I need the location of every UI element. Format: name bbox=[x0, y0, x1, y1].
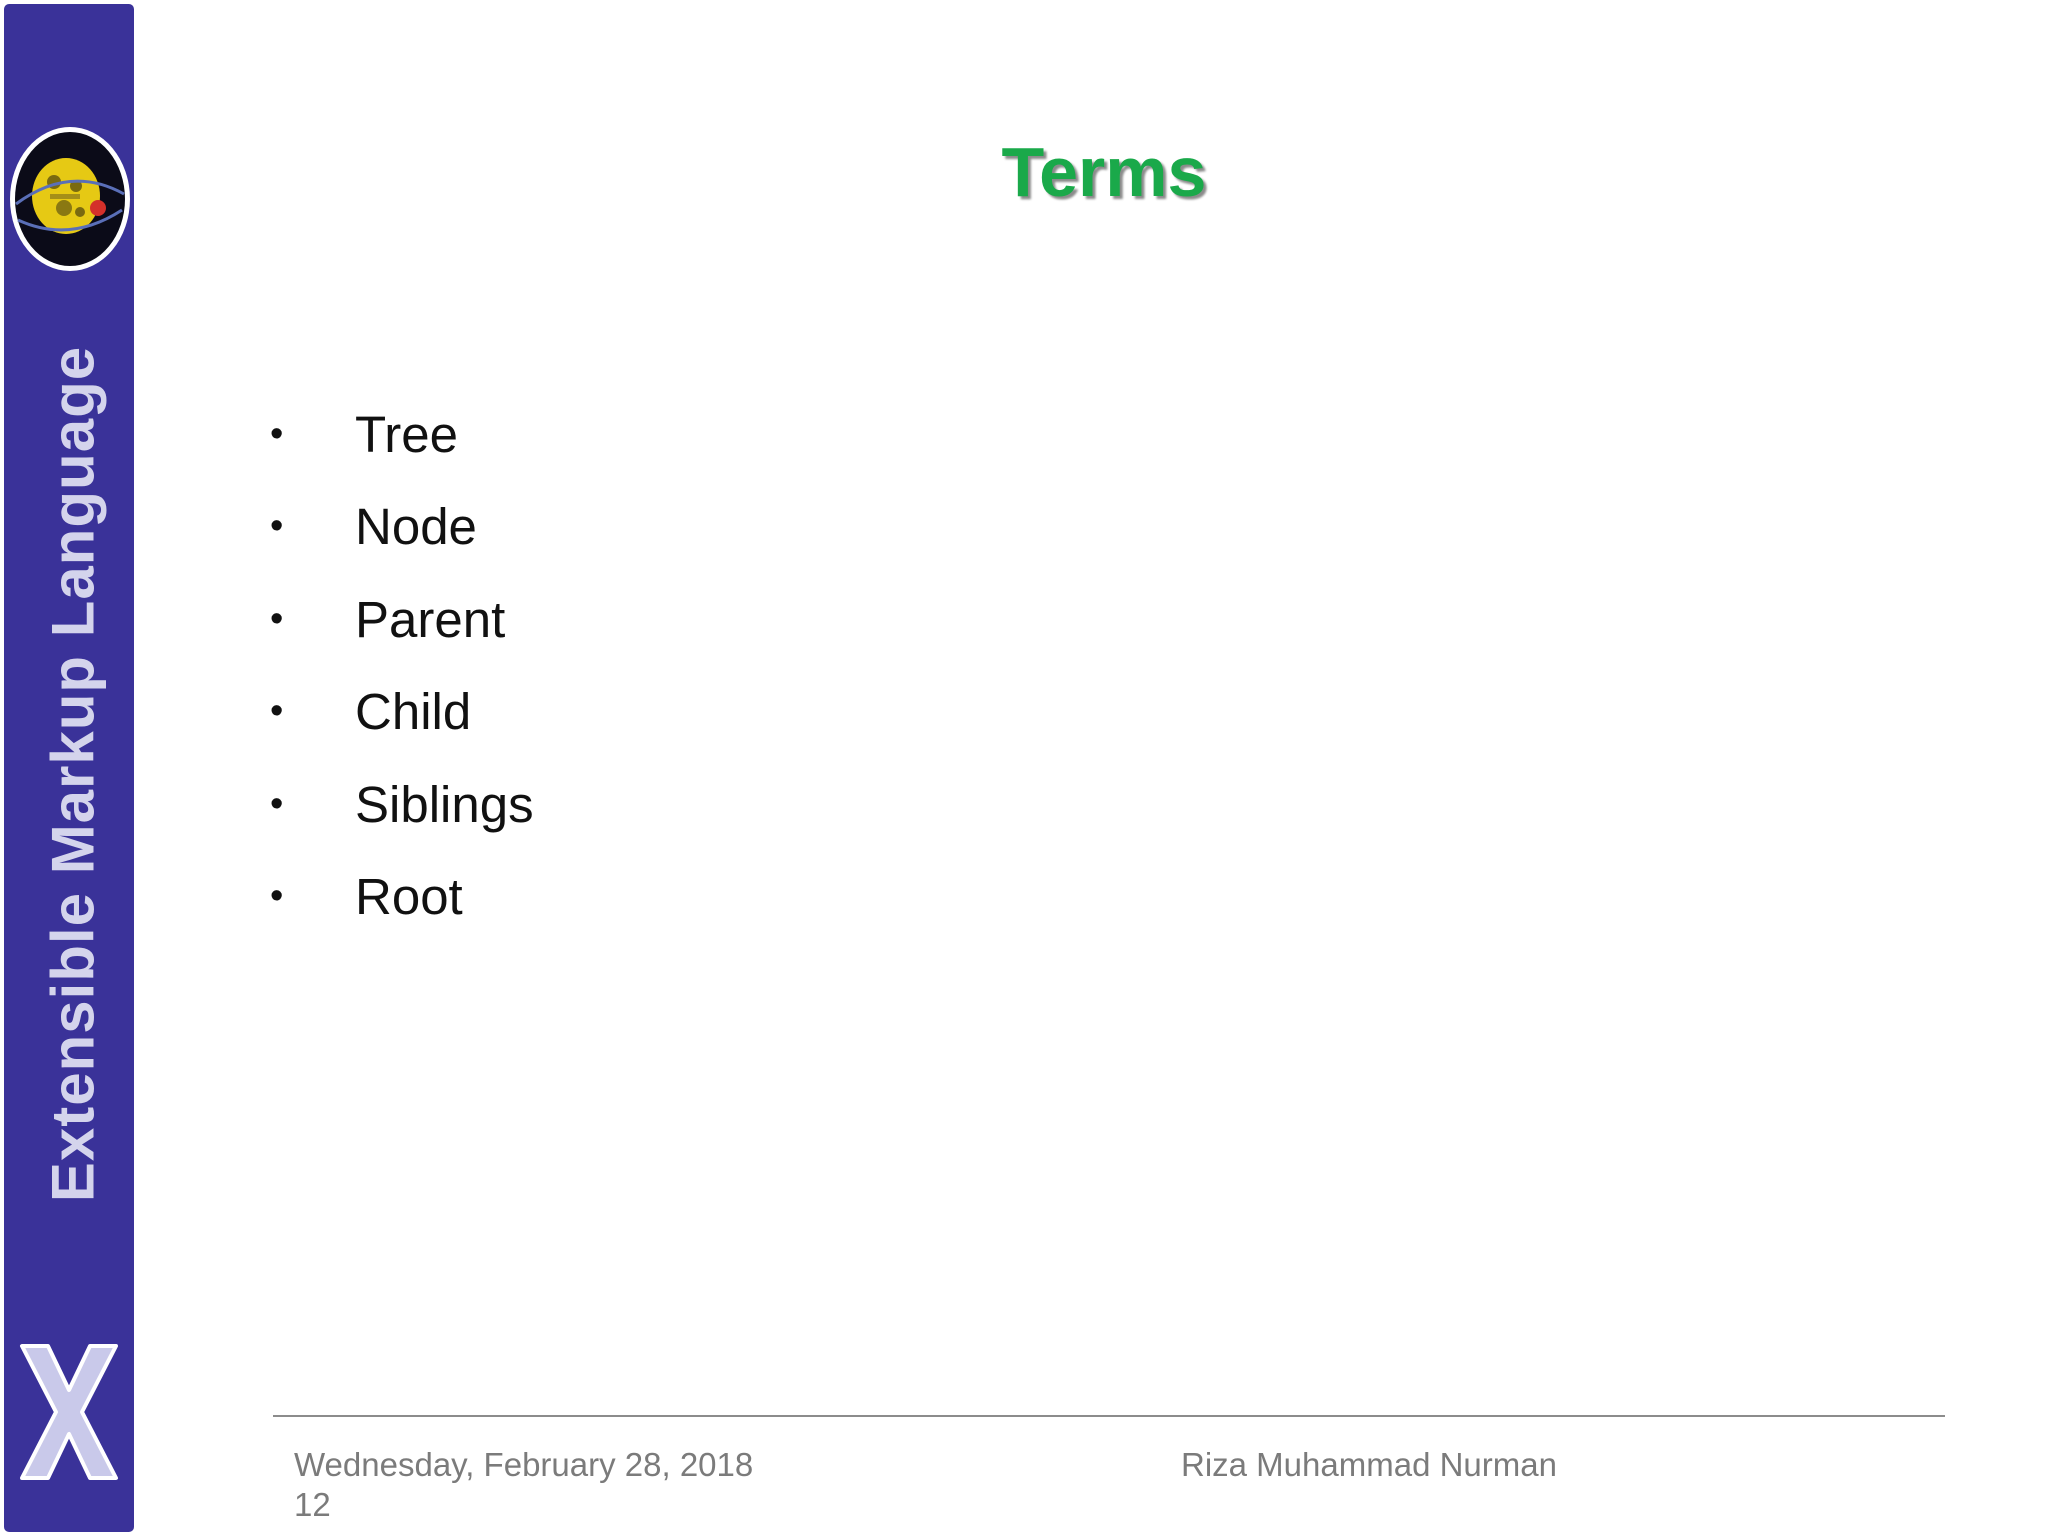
sidebar bbox=[4, 4, 134, 1532]
footer-author: Riza Muhammad Nurman bbox=[1181, 1446, 1557, 1483]
list-item bbox=[270, 573, 534, 666]
bullet-icon: • bbox=[270, 875, 284, 918]
list-item bbox=[270, 481, 534, 574]
bullet-text: Siblings bbox=[355, 775, 534, 833]
bullet-list bbox=[270, 388, 534, 943]
bullet-icon: • bbox=[270, 690, 284, 733]
list-item bbox=[270, 851, 534, 944]
bullet-text: Parent bbox=[355, 590, 506, 648]
slide-title: Terms bbox=[1001, 133, 1207, 211]
bullet-text: Node bbox=[355, 498, 477, 556]
list-item bbox=[270, 758, 534, 851]
bullet-icon: • bbox=[270, 505, 284, 548]
xml-x-logo-icon bbox=[18, 1342, 120, 1482]
bullet-icon: • bbox=[270, 782, 284, 825]
bullet-icon: • bbox=[270, 597, 284, 640]
bullet-icon: • bbox=[270, 412, 284, 455]
list-item bbox=[270, 388, 534, 481]
page-number: 12 bbox=[294, 1486, 331, 1523]
bullet-text: Child bbox=[355, 683, 472, 741]
bullet-text: Tree bbox=[355, 405, 458, 463]
vertical-title: Extensible Markup Language bbox=[39, 345, 107, 1203]
list-item bbox=[270, 666, 534, 759]
bullet-text: Root bbox=[355, 868, 463, 926]
footer-divider bbox=[273, 1415, 1945, 1417]
footer-date: Wednesday, February 28, 2018 bbox=[294, 1446, 754, 1483]
